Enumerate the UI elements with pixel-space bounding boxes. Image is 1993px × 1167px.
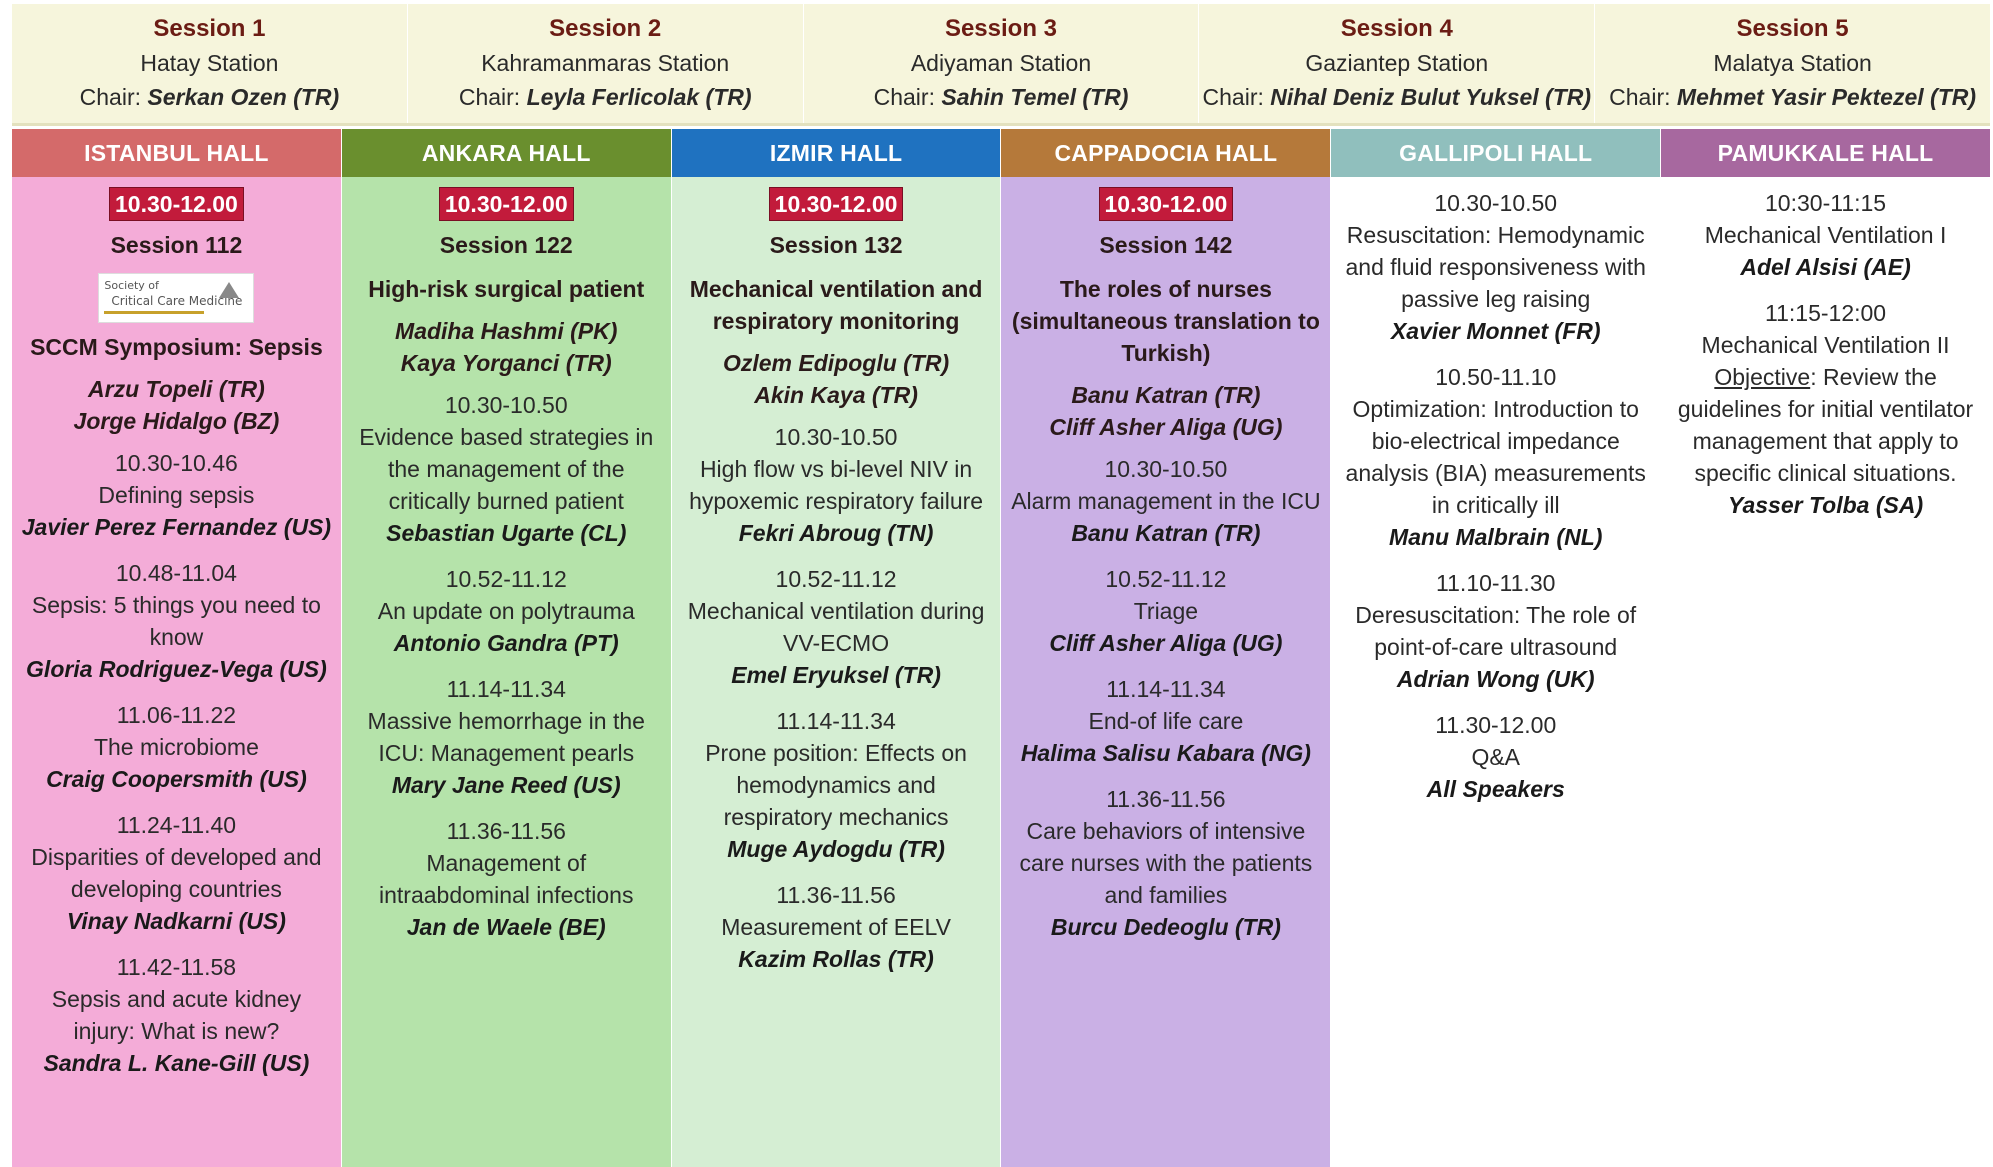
talk-speaker: Javier Perez Fernandez (US) [21, 514, 332, 540]
chair-name: Jorge Hidalgo (BZ) [73, 408, 280, 434]
talk-item [672, 879, 1001, 975]
hall-izmir [672, 129, 1002, 1167]
session-topic: Mechanical ventilation and respiratory monitoring [689, 276, 983, 334]
talk-speaker: Banu Katran (TR) [1071, 520, 1261, 546]
chair-name: Banu Katran (TR) [1071, 382, 1261, 408]
session-4-cell [1199, 4, 1595, 123]
talk-title: Care behaviors of intensive care nurses with the patients and families [1019, 818, 1313, 908]
talk-speaker: Vinay Nadkarni (US) [66, 908, 286, 934]
talk-item [1331, 567, 1660, 695]
talk-time: 11.14-11.34 [776, 708, 896, 734]
hall-body [1661, 177, 1990, 1167]
talk-item [1331, 361, 1660, 553]
session-chair [804, 80, 1199, 114]
hall-body [1331, 177, 1660, 1167]
talk-title: Deresuscitation: The role of point-of-care ultrasound [1355, 602, 1637, 660]
talk-time: 10.50-11.10 [1435, 364, 1557, 390]
talk-item [1001, 783, 1330, 943]
talk-time: 11.14-11.34 [446, 676, 566, 702]
talk-speaker: Halima Salisu Kabara (NG) [1020, 740, 1311, 766]
hall-istanbul [12, 129, 342, 1167]
talk-title: Massive hemorrhage in the ICU: Management pearls [367, 708, 645, 766]
session-number: Session 2 [549, 15, 662, 42]
talk-title: Resuscitation: Hemodynamic and fluid responsiveness with passive leg raising [1345, 222, 1646, 312]
logo-text-2: Critical Care Medicine [111, 294, 243, 308]
chair-name: Madiha Hashmi (PK) [395, 318, 618, 344]
talk-time: 10.52-11.12 [775, 566, 897, 592]
sessions-row [12, 4, 1990, 126]
talk-time: 11.36-11.56 [776, 882, 896, 908]
session-station: Adiyaman Station [910, 50, 1092, 76]
talk-time: 11.14-11.34 [1106, 676, 1226, 702]
chair-name: Leyla Ferlicolak (TR) [526, 84, 752, 110]
talk-item [342, 389, 671, 549]
talk-title: The microbiome [93, 734, 259, 760]
chair-name: Serkan Ozen (TR) [147, 84, 340, 110]
time-badge: 10.30-12.00 [109, 187, 244, 221]
hall-header: ISTANBUL HALL [12, 129, 341, 177]
hall-gallipoli [1331, 129, 1661, 1167]
talk-item [12, 557, 341, 685]
talk-item [1001, 563, 1330, 659]
talk-time: 11.10-11.30 [1436, 570, 1556, 596]
talk-title: End-of life care [1088, 708, 1244, 734]
chair-name: Arzu Topeli (TR) [88, 376, 265, 402]
talk-time: 11.06-11.22 [116, 702, 237, 728]
talk-speaker: Muge Aydogdu (TR) [727, 836, 945, 862]
session-chairs [12, 373, 341, 437]
session-chair [12, 80, 407, 114]
chair-label: Chair: [873, 84, 942, 110]
hall-header: PAMUKKALE HALL [1661, 129, 1990, 177]
session-title: Session 122 [439, 232, 573, 258]
talk-title: Mechanical Ventilation I [1704, 222, 1947, 248]
halls-grid [12, 129, 1990, 1167]
talk-speaker: Adrian Wong (UK) [1396, 666, 1595, 692]
talk-item [342, 563, 671, 659]
session-1-cell [12, 4, 408, 123]
talk-item [12, 447, 341, 543]
talk-speaker: Gloria Rodriguez-Vega (US) [26, 656, 327, 682]
talk-speaker: Antonio Gandra (PT) [393, 630, 619, 656]
talk-title: Management of intraabdominal infections [379, 850, 634, 908]
talk-speaker: Xavier Monnet (FR) [1390, 318, 1601, 344]
talk-title: Sepsis and acute kidney injury: What is new? [51, 986, 302, 1044]
chair-name: Mehmet Yasir Pektezel (TR) [1676, 84, 1977, 110]
session-station: Gaziantep Station [1305, 50, 1489, 76]
chair-name: Sahin Temel (TR) [941, 84, 1129, 110]
talk-title: Measurement of EELV [721, 914, 951, 940]
hall-header: ANKARA HALL [342, 129, 671, 177]
talk-speaker: All Speakers [1426, 776, 1565, 802]
hall-body [1001, 177, 1330, 1167]
talk-item [342, 815, 671, 943]
talk-title: Disparities of developed and developing countries [31, 844, 322, 902]
talk-item [12, 699, 341, 795]
session-chair [1595, 80, 1990, 114]
session-station: Hatay Station [140, 50, 279, 76]
talk-time: 10.30-10.50 [1434, 190, 1558, 216]
session-chairs [1001, 379, 1330, 443]
session-topic: SCCM Symposium: Sepsis [30, 334, 323, 360]
talk-item [12, 951, 341, 1079]
session-3-cell [804, 4, 1200, 123]
talk-item [12, 809, 341, 937]
hall-body [12, 177, 341, 1167]
talk-title: Mechanical ventilation during VV-ECMO [687, 598, 985, 656]
chair-label: Chair: [79, 84, 148, 110]
talk-item [342, 673, 671, 801]
talk-speaker: Kazim Rollas (TR) [738, 946, 934, 972]
talk-speaker: Sandra L. Kane-Gill (US) [43, 1050, 310, 1076]
talk-time: 11.30-12.00 [1435, 712, 1557, 738]
talk-title: Defining sepsis [98, 482, 255, 508]
chair-name: Ozlem Edipoglu (TR) [722, 350, 950, 376]
session-station: Malatya Station [1713, 50, 1872, 76]
hall-body [342, 177, 671, 1167]
talk-title: Q&A [1471, 744, 1521, 770]
session-topic: The roles of nurses (simultaneous translation to Turkish) [1011, 276, 1320, 366]
logo-underline [104, 311, 204, 314]
session-title: Session 132 [769, 232, 903, 258]
talk-title: Triage [1133, 598, 1199, 624]
talk-item [672, 421, 1001, 549]
talk-title: An update on polytrauma [377, 598, 635, 624]
talk-title: Sepsis: 5 things you need to know [31, 592, 321, 650]
hall-body [672, 177, 1001, 1167]
talk-speaker: Emel Eryuksel (TR) [731, 662, 941, 688]
talk-title: Prone position: Effects on hemodynamics and respiratory mechanics [705, 740, 967, 830]
chair-name: Nihal Deniz Bulut Yuksel (TR) [1270, 84, 1592, 110]
talk-item [1331, 187, 1660, 347]
session-2-cell [408, 4, 804, 123]
talk-title: High flow vs bi-level NIV in hypoxemic respiratory failure [689, 456, 984, 514]
chair-name: Cliff Asher Aliga (UG) [1049, 414, 1283, 440]
talk-speaker: Cliff Asher Aliga (UG) [1049, 630, 1283, 656]
session-chairs [672, 347, 1001, 411]
talk-item [672, 563, 1001, 691]
chair-label: Chair: [458, 84, 527, 110]
talk-time: 10:30-11:15 [1765, 190, 1887, 216]
talk-speaker: Adel Alsisi (AE) [1740, 254, 1911, 280]
talk-item [1661, 297, 1990, 521]
hall-pamukkale [1661, 129, 1990, 1167]
talk-time: 11.24-11.40 [116, 812, 237, 838]
talk-objective [1669, 361, 1982, 489]
talk-speaker: Craig Coopersmith (US) [46, 766, 307, 792]
talk-item [1001, 673, 1330, 769]
chair-label: Chair: [1202, 84, 1271, 110]
session-title: Session 142 [1099, 232, 1233, 258]
chair-name: Kaya Yorganci (TR) [400, 350, 612, 376]
talk-time: 10.30-10.50 [1104, 456, 1228, 482]
talk-title: Evidence based strategies in the management of the critically burned patient [359, 424, 654, 514]
sccm-logo [98, 273, 254, 323]
session-number: Session 1 [153, 15, 266, 42]
talk-title: Optimization: Introduction to bio-electrical impedance analysis (BIA) measurements in critically ill [1345, 396, 1646, 518]
talk-time: 10.30-10.50 [444, 392, 568, 418]
session-chair [408, 80, 803, 114]
talk-time: 11.42-11.58 [116, 954, 237, 980]
talk-item [672, 705, 1001, 865]
hall-header: CAPPADOCIA HALL [1001, 129, 1330, 177]
hall-header: GALLIPOLI HALL [1331, 129, 1660, 177]
talk-time: 10.48-11.04 [115, 560, 237, 586]
time-badge: 10.30-12.00 [439, 187, 574, 221]
talk-title: Mechanical Ventilation II [1701, 332, 1950, 358]
logo-text-1: Society of [104, 279, 159, 292]
talk-time: 11.36-11.56 [1106, 786, 1226, 812]
session-number: Session 4 [1340, 15, 1453, 42]
talk-speaker: Burcu Dedeoglu (TR) [1050, 914, 1281, 940]
pyramid-icon [219, 282, 239, 298]
talk-time: 10.52-11.12 [1105, 566, 1227, 592]
talk-time: 11:15-12:00 [1765, 300, 1887, 326]
talk-time: 10.52-11.12 [445, 566, 567, 592]
talk-speaker: Yasser Tolba (SA) [1727, 492, 1924, 518]
session-station: Kahramanmaras Station [481, 50, 730, 76]
talk-time: 10.30-10.50 [774, 424, 898, 450]
talk-time: 11.36-11.56 [446, 818, 566, 844]
hall-ankara [342, 129, 672, 1167]
hall-cappadocia [1001, 129, 1331, 1167]
talk-time: 10.30-10.46 [115, 450, 238, 476]
chair-label: Chair: [1609, 84, 1677, 110]
session-number: Session 5 [1736, 15, 1849, 42]
session-5-cell [1595, 4, 1990, 123]
talk-item [1661, 187, 1990, 283]
talk-speaker: Jan de Waele (BE) [406, 914, 606, 940]
objective-label: Objective [1714, 364, 1811, 390]
talk-item [1331, 709, 1660, 805]
hall-header: IZMIR HALL [672, 129, 1001, 177]
objective-text: : Review the guidelines for initial ventilator management that apply to specific clinical situations. [1677, 364, 1974, 486]
talk-title: Alarm management in the ICU [1011, 488, 1321, 514]
session-topic: High-risk surgical patient [368, 276, 645, 302]
session-chair [1199, 80, 1594, 114]
talk-speaker: Sebastian Ugarte (CL) [386, 520, 627, 546]
session-title: Session 112 [110, 232, 243, 258]
talk-speaker: Manu Malbrain (NL) [1389, 524, 1603, 550]
chair-name: Akin Kaya (TR) [754, 382, 918, 408]
talk-speaker: Mary Jane Reed (US) [391, 772, 621, 798]
talk-speaker: Fekri Abroug (TN) [738, 520, 934, 546]
time-badge: 10.30-12.00 [769, 187, 904, 221]
session-number: Session 3 [944, 15, 1058, 42]
session-chairs [342, 315, 671, 379]
talk-item [1001, 453, 1330, 549]
time-badge: 10.30-12.00 [1099, 187, 1234, 221]
